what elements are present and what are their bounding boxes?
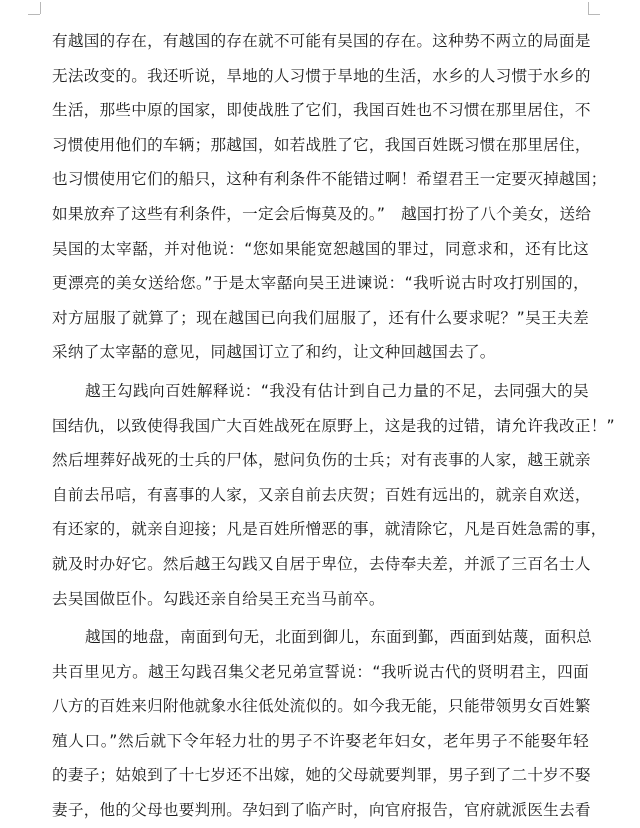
text-line: 殖人口。”然后就下令年轻力壮的男子不许娶老年妇女，老年男子不能娶年轻: [52, 731, 589, 750]
text-line: 有还家的，就亲自迎接；凡是百姓所憎恶的事，就清除它，凡是百姓急需的事，: [52, 520, 607, 539]
text-line: 无法改变的。我还听说，旱地的人习惯于旱地的生活，水乡的人习惯于水乡的: [52, 66, 591, 85]
text-line: 有越国的存在，有越国的存在就不可能有吴国的存在。这种势不两立的局面是: [52, 32, 591, 50]
paragraph: [52, 374, 615, 616]
text-line: 越王勾践向百姓解释说：“我没有估计到自己力量的不足，去同强大的吴: [85, 381, 589, 400]
text-line: 如果放弃了这些有利条件，一定会后悔莫及的。” 越国打扮了八个美女，送给: [52, 204, 592, 223]
text-line: 生活，那些中原的国家，即使战胜了它们，我国百姓也不习惯在那里居住，不: [52, 101, 591, 120]
paragraph: [52, 24, 607, 370]
crop-mark-top-left: [28, 14, 40, 15]
text-line: 对方屈服了就算了；现在越国已向我们屈服了，还有什么要求呢？”吴王夫差: [52, 308, 589, 327]
paragraph: [52, 620, 593, 828]
text-line: 国结仇，以致使得我国广大百姓战死在原野上，这是我的过错，请允许我改正！”: [52, 416, 615, 435]
text-line: 八方的百姓来归附他就象水往低处流似的。如今我无能，只能带领男女百姓繁: [52, 697, 591, 716]
text-line: 自前去吊唁，有喜事的人家，又亲自前去庆贺；百姓有远出的，就亲自欢送，: [52, 485, 591, 504]
text-line: 也习惯使用它们的船只，这种有利条件不能错过啊！希望君王一定要灭掉越国；: [52, 170, 607, 189]
text-line: 采纳了太宰嚭的意见，同越国订立了和约，让文种回越国去了。: [52, 343, 496, 362]
text-line: 就及时办好它。然后越王勾践又自居于卑位，去侍奉夫差，并派了三百名士人: [52, 554, 591, 573]
crop-mark-top-right: [588, 14, 600, 15]
text-line: 妻子，他的父母也要判刑。孕妇到了临产时，向官府报告，官府就派医生去看: [52, 801, 591, 820]
crop-mark-top-right: [588, 2, 589, 14]
text-line: 的妻子；姑娘到了十七岁还不出嫁，她的父母就要判罪，男子到了二十岁不娶: [52, 766, 591, 785]
document-body: [52, 24, 615, 828]
text-line: 去吴国做臣仆。勾践还亲自给吴王充当马前卒。: [52, 589, 385, 608]
text-line: 习惯使用他们的车辆；那越国，如若战胜了它，我国百姓既习惯在那里居住，: [52, 135, 591, 154]
text-line: 然后埋葬好战死的士兵的尸体，慰问负伤的士兵；对有丧事的人家，越王就亲: [52, 451, 591, 470]
text-line: 共百里见方。越王勾践召集父老兄弟宣誓说：“我听说古代的贤明君主，四面: [52, 662, 589, 681]
text-line: 更漂亮的美女送给您。”于是太宰嚭向吴王进谏说：“我听说古时攻打别国的，: [52, 274, 589, 293]
text-line: 吴国的太宰嚭，并对他说：“您如果能宽恕越国的罪过，同意求和，还有比这: [52, 239, 589, 258]
text-line: 越国的地盘，南面到句无，北面到御儿，东面到鄞，西面到姑蔑，面积总: [85, 628, 593, 647]
crop-mark-top-left: [40, 2, 41, 14]
